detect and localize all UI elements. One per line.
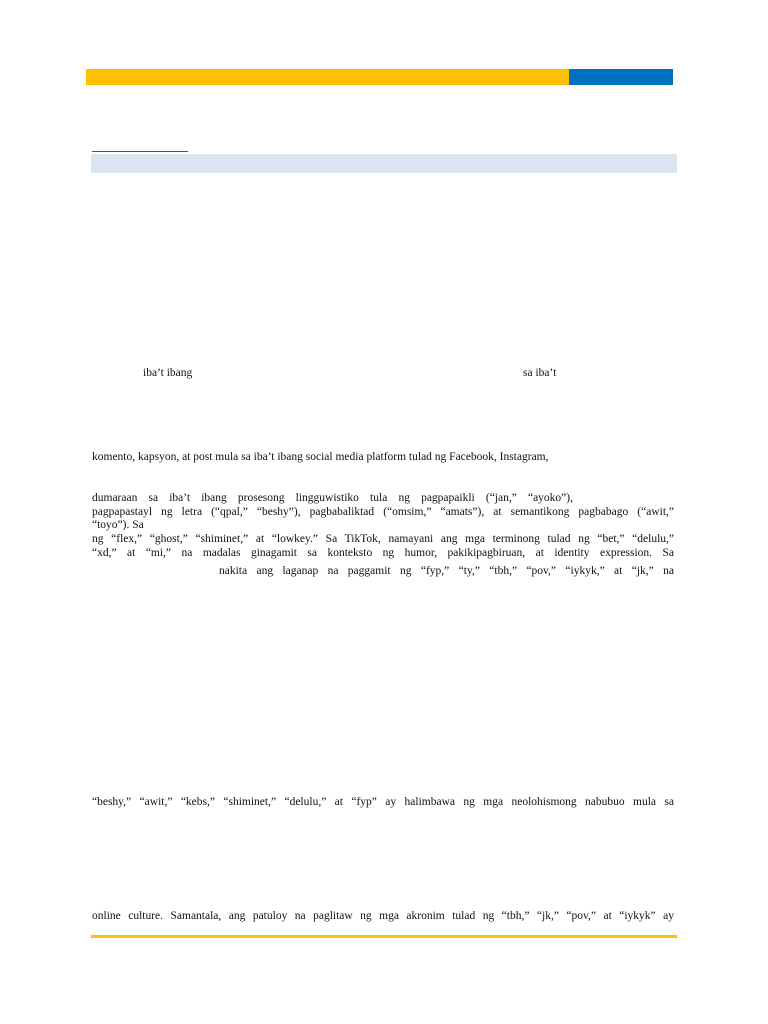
paragraph-line-1: komento, kapsyon, at post mula sa iba’t ibang social media platform tulad ng Facebook, Instagram, (92, 451, 549, 463)
paragraph-line-7: nakita ang laganap na paggamit ng “fyp,” “ty,” “tbh,” “pov,” “iykyk,” at “jk,” na (219, 565, 674, 577)
paragraph-line-6: “xd,” at “mi,” na madalas ginagamit sa konteksto ng humor, pakikipagbiruan, at identity expression. Sa (92, 547, 674, 559)
paragraph-line-4: “toyo”). Sa (92, 519, 144, 531)
header-bar-yellow (86, 69, 569, 85)
header-color-bar (86, 69, 673, 85)
paragraph-line-8: “beshy,” “awit,” “kebs,” “shiminet,” “delulu,” at “fyp” ay halimbawa ng mga neolohismong nabubuo mula sa (92, 796, 674, 808)
text-fragment-2: sa iba’t (523, 367, 557, 379)
text-fragment-1: iba’t ibang (143, 367, 193, 379)
shaded-heading-band (91, 154, 677, 173)
paragraph-line-5: ng “flex,” “ghost,” “shiminet,” at “lowkey.” Sa TikTok, namayani ang mga terminong tulad ng “bet,” “delulu,” (92, 533, 674, 545)
paragraph-line-3: pagpapastayl ng letra (“qpal,” “beshy”), pagbabaliktad (“omsim,” “amats”), at semantikong pagbabago (“awit,” (92, 506, 674, 518)
hyperlink-underline[interactable] (92, 151, 188, 152)
paragraph-line-9: online culture. Samantala, ang patuloy na paglitaw ng mga akronim tulad ng “tbh,” “jk,” “pov,” at “iykyk” ay (92, 910, 674, 922)
footer-rule (91, 935, 677, 938)
paragraph-line-2: dumaraan sa iba’t ibang prosesong lingguwistiko tula ng pagpapaikli (“jan,” “ayoko”), (92, 492, 573, 504)
header-bar-blue (569, 69, 673, 85)
